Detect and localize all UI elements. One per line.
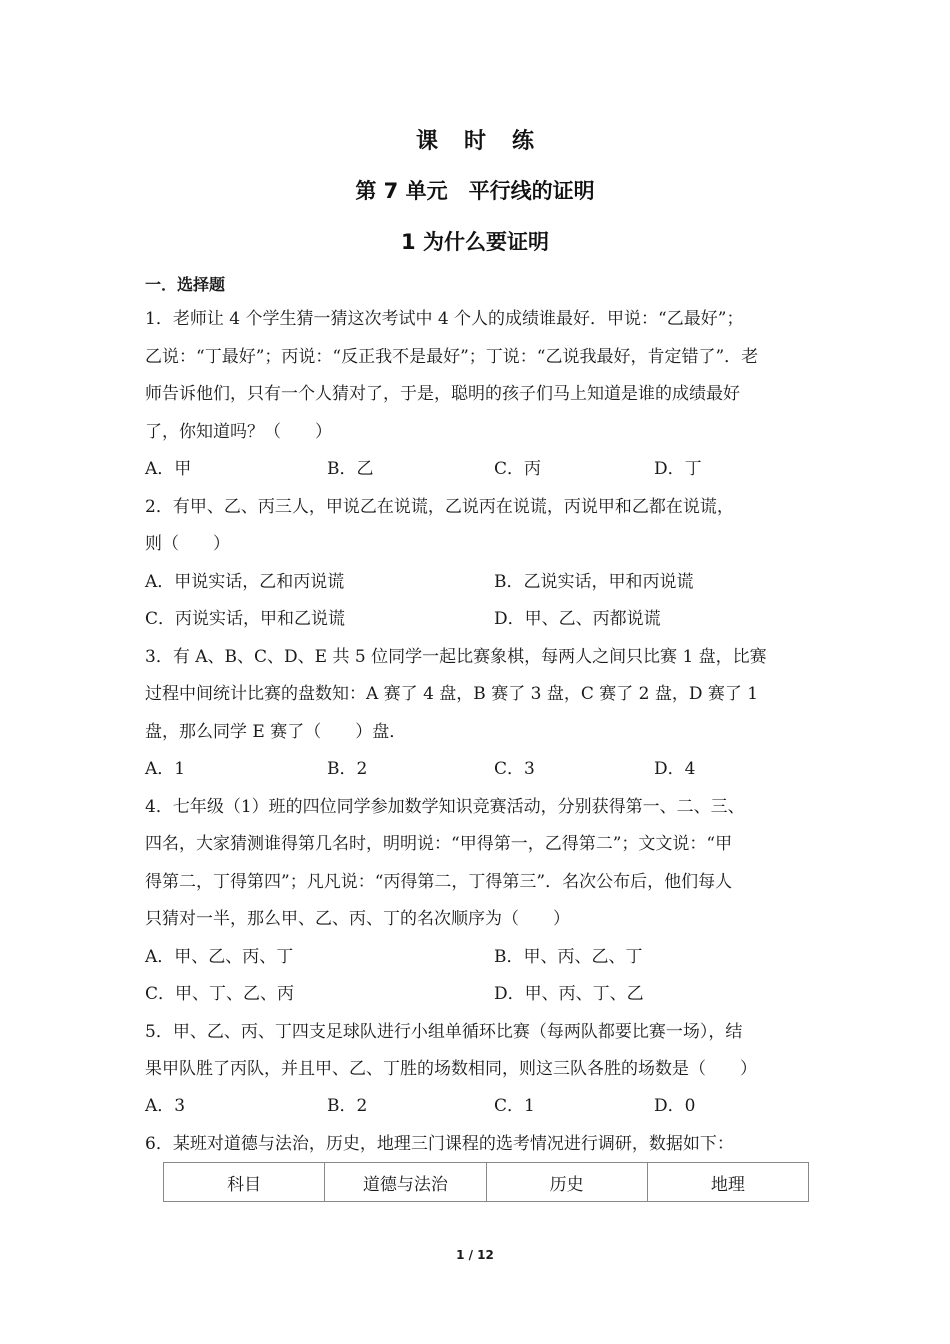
table-header-cell: 地理 (647, 1163, 808, 1202)
q1-option-b: B．乙 (327, 459, 374, 479)
lesson-title: 1 为什么要证明 (401, 230, 549, 254)
q4-option-d: D．甲、丙、丁、乙 (494, 984, 644, 1004)
q3-line-3: 盘，那么同学 E 赛了（ ）盘． (145, 722, 407, 742)
q5-line-2: 果甲队胜了丙队，并且甲、乙、丁胜的场数相同，则这三队各胜的场数是（ ） (145, 1059, 757, 1079)
q2-option-a: A．甲说实话，乙和丙说谎 (145, 572, 345, 592)
q3-option-d: D．4 (654, 759, 696, 779)
q1-line-2: 乙说：“丁最好”；丙说：“反正我不是最好”；丁说：“乙说我最好，肯定错了”．老 (145, 347, 759, 367)
q3-line-2: 过程中间统计比赛的盘数知：A 赛了 4 盘，B 赛了 3 盘，C 赛了 2 盘，D 赛了 1 (145, 684, 759, 704)
q2-option-b: B．乙说实话，甲和丙说谎 (494, 572, 694, 592)
q4-option-a: A．甲、乙、丙、丁 (145, 947, 294, 967)
q5-option-a: A．3 (145, 1096, 186, 1116)
q5-option-d: D．0 (654, 1096, 696, 1116)
table-row (164, 1163, 809, 1202)
q5-option-c: C．1 (494, 1096, 535, 1116)
q6-line-1: 6．某班对道德与法治，历史，地理三门课程的选考情况进行调研，数据如下： (145, 1134, 734, 1154)
q3-option-c: C．3 (494, 759, 535, 779)
q2-option-d: D．甲、乙、丙都说谎 (494, 609, 661, 629)
q4-line-1: 4．七年级（1）班的四位同学参加数学知识竞赛活动，分别获得第一、二、三、 (145, 797, 745, 817)
q1-line-3: 师告诉他们，只有一个人猜对了，于是，聪明的孩子们马上知道是谁的成绩最好 (145, 384, 740, 404)
q2-line-1: 2．有甲、乙、丙三人，甲说乙在说谎，乙说丙在说谎，丙说甲和乙都在说谎， (145, 497, 734, 517)
table-header-cell: 历史 (486, 1163, 647, 1202)
unit-title: 第 7 单元 平行线的证明 (355, 179, 595, 203)
table-header-cell: 道德与法治 (325, 1163, 486, 1202)
q2-option-c: C．丙说实话，甲和乙说谎 (145, 609, 346, 629)
q3-option-b: B．2 (327, 759, 368, 779)
doc-title: 课时练 (415, 129, 560, 154)
q5-option-b: B．2 (327, 1096, 368, 1116)
q1-line-4: 了，你知道吗？（ ） (145, 422, 332, 442)
q5-line-1: 5．甲、乙、丙、丁四支足球队进行小组单循环比赛（每两队都要比赛一场），结 (145, 1022, 743, 1042)
q4-option-b: B．甲、丙、乙、丁 (494, 947, 643, 967)
q1-option-a: A．甲 (145, 459, 192, 479)
q3-option-a: A．1 (145, 759, 186, 779)
q4-line-2: 四名，大家猜测谁得第几名时，明明说：“甲得第一，乙得第二”；文文说：“甲 (145, 834, 733, 854)
page-number: 1 / 12 (456, 1248, 494, 1262)
subject-table (163, 1162, 809, 1202)
section-heading: 一．选择题 (145, 275, 226, 294)
q2-line-2: 则（ ） (145, 534, 230, 554)
q4-line-4: 只猜对一半，那么甲、乙、丙、丁的名次顺序为（ ） (145, 909, 570, 929)
q1-option-c: C．丙 (494, 459, 542, 479)
q4-option-c: C．甲、丁、乙、丙 (145, 984, 295, 1004)
q3-line-1: 3．有 A、B、C、D、E 共 5 位同学一起比赛象棋，每两人之间只比赛 1 盘，比赛 (145, 647, 767, 667)
q1-option-d: D．丁 (654, 459, 702, 479)
q4-line-3: 得第二，丁得第四”；凡凡说：“丙得第二，丁得第三”．名次公布后，他们每人 (145, 872, 733, 892)
q1-line-1: 1．老师让 4 个学生猜一猜这次考试中 4 个人的成绩谁最好．甲说：“乙最好”； (145, 309, 744, 329)
table-header-cell: 科目 (164, 1163, 325, 1202)
